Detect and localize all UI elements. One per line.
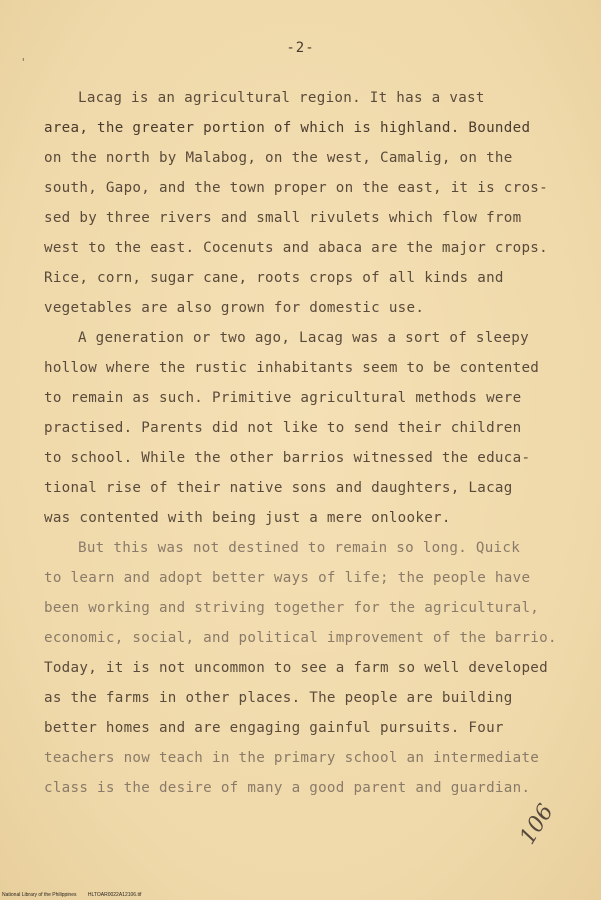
text-line: vegetables are also grown for domestic use. xyxy=(44,300,425,316)
text-line: hollow where the rustic inhabitants seem to be contented xyxy=(44,360,540,376)
text-line: A generation or two ago, Lacag was a sort of sleepy xyxy=(78,330,529,346)
text-line: Lacag is an agricultural region. It has a vast xyxy=(78,90,485,106)
text-line: to remain as such. Primitive agricultural methods were xyxy=(44,390,522,406)
text-line: teachers now teach in the primary school an intermediate xyxy=(44,750,540,766)
text-line: area, the greater portion of which is highland. Bounded xyxy=(44,120,531,136)
paragraph-3 xyxy=(44,533,564,803)
text-line: But this was not destined to remain so long. Quick xyxy=(78,540,521,556)
footer-library: National Library of the Philippines xyxy=(2,892,77,898)
text-line: was contented with being just a mere onlooker. xyxy=(44,510,451,526)
text-line: sed by three rivers and small rivulets which flow from xyxy=(44,210,522,226)
text-line: Today, it is not uncommon to see a farm so well developed xyxy=(44,660,548,676)
text-line: west to the east. Cocenuts and abaca are the major crops. xyxy=(44,240,548,256)
margin-mark: ' xyxy=(20,56,27,69)
paragraph-2 xyxy=(44,323,564,533)
text-line: to school. While the other barrios witnessed the educa- xyxy=(44,450,531,466)
scan-footer xyxy=(2,892,151,898)
text-line: tional rise of their native sons and daughters, Lacag xyxy=(44,480,513,496)
text-line: been working and striving together for the agricultural, xyxy=(44,600,540,616)
text-line: south, Gapo, and the town proper on the east, it is cros- xyxy=(44,180,548,196)
text-line: better homes and are engaging gainful pursuits. Four xyxy=(44,720,504,736)
text-line: class is the desire of many a good parent and guardian. xyxy=(44,780,531,796)
paragraph-1 xyxy=(44,83,564,323)
footer-file: HLTOAR0022A12106.tif xyxy=(87,892,142,898)
handwritten-page-note: 106 xyxy=(515,800,559,849)
text-line: on the north by Malabog, on the west, Camalig, on the xyxy=(44,150,513,166)
text-line: to learn and adopt better ways of life; the people have xyxy=(44,570,531,586)
text-line: practised. Parents did not like to send their children xyxy=(44,420,522,436)
page-number: -2- xyxy=(286,40,315,56)
text-line: as the farms in other places. The people are building xyxy=(44,690,513,706)
text-line: economic, social, and political improvement of the barrio. xyxy=(44,630,557,646)
text-line: Rice, corn, sugar cane, roots crops of all kinds and xyxy=(44,270,504,286)
